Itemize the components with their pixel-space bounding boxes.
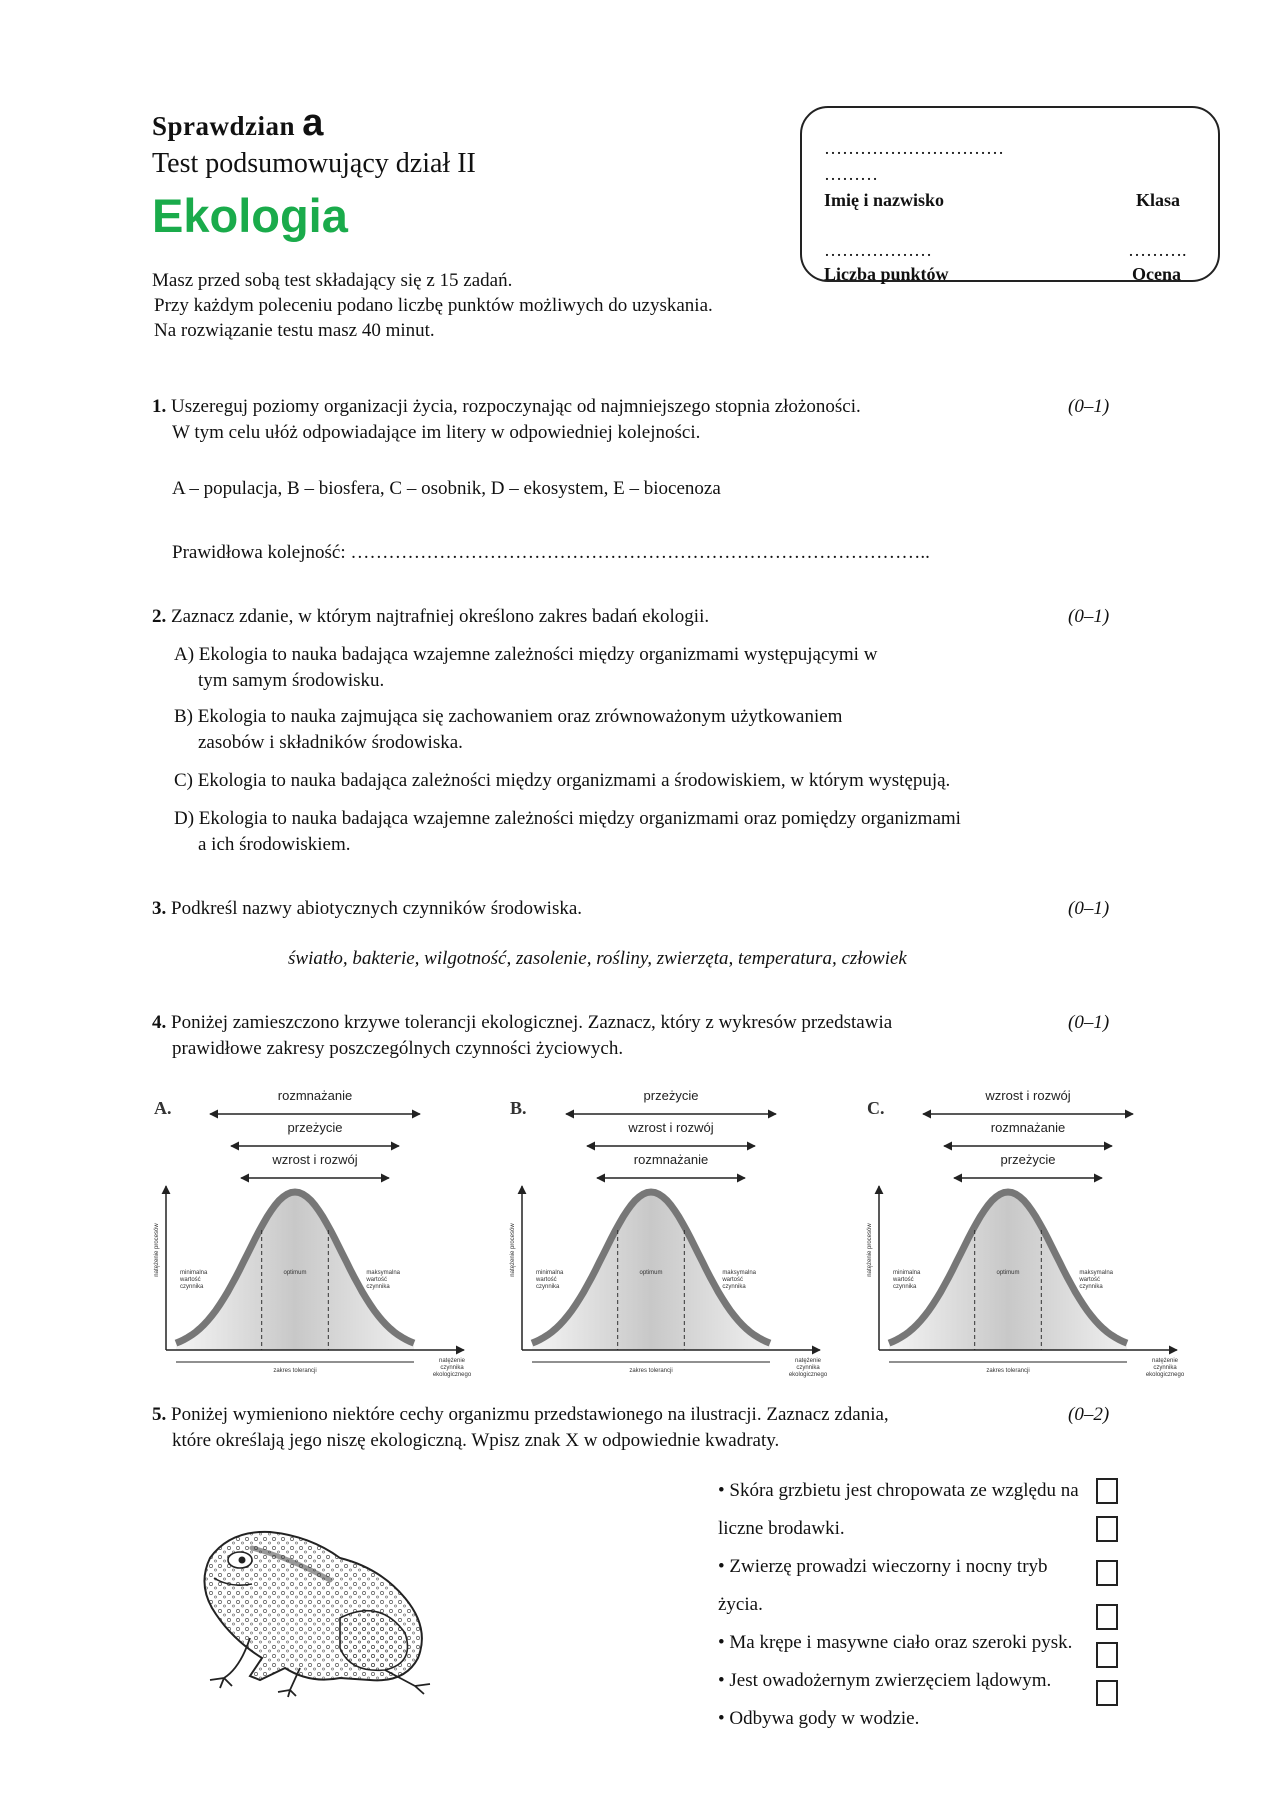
max-label: czynnika — [366, 1284, 390, 1290]
task-1-line-2: W tym celu ułóż odpowiadające im litery w odpowiedniej kolejności. — [172, 422, 701, 443]
trait-1: • Skóra grzbietu jest chropowata ze względu na — [718, 1480, 1079, 1501]
range-label-0: rozmnażanie — [277, 1088, 353, 1103]
test-subtitle: Test podsumowujący dział II — [152, 148, 476, 179]
min-label: czynnika — [180, 1284, 204, 1290]
test-title: Sprawdzian a — [152, 102, 324, 144]
y-axis-label: natężenie procesów — [154, 1223, 160, 1277]
range-label-2: rozmnażanie — [633, 1152, 709, 1167]
min-label: wartość — [180, 1277, 201, 1283]
tolerance-charts — [140, 1080, 1200, 1400]
tolerance-range-label: zakres tolerancji — [986, 1368, 1030, 1374]
class-label: Klasa — [1136, 190, 1181, 210]
task-5-points: (0–2) — [1068, 1404, 1110, 1425]
range-label-1: wzrost i rozwój — [628, 1120, 714, 1135]
task-2-question: 2. Zaznacz zdanie, w którym najtrafniej określono zakres badań ekologii. — [152, 606, 710, 627]
chart-b[interactable] — [510, 1088, 828, 1378]
checkbox-4[interactable] — [1096, 1604, 1118, 1630]
range-label-0: przeżycie — [643, 1088, 699, 1103]
name-label: Imię i nazwisko — [824, 190, 945, 210]
task-1-options: A – populacja, B – biosfera, C – osobnik, D – ekosystem, E – biocenoza — [172, 478, 721, 499]
task-5-line-1: 5. Poniżej wymieniono niektóre cechy organizmu przedstawionego na ilustracji. Zaznacz zdania, — [152, 1404, 889, 1425]
min-label: minimalna — [180, 1270, 208, 1276]
checkbox-3[interactable] — [1096, 1560, 1118, 1586]
checkbox-1[interactable] — [1096, 1478, 1118, 1504]
checkbox-5[interactable] — [1096, 1642, 1118, 1668]
chart-a[interactable] — [154, 1088, 472, 1378]
checkbox-6[interactable] — [1096, 1680, 1118, 1706]
task-5-line-2: które określają jego niszę ekologiczną. Wpisz znak X w odpowiednie kwadraty. — [172, 1430, 780, 1451]
max-label: wartość — [722, 1277, 743, 1283]
topic-title: Ekologia — [152, 189, 348, 242]
optimum-label: optimum — [283, 1270, 307, 1276]
max-label: wartość — [1079, 1277, 1100, 1283]
trait-4: • Jest owadożernym zwierzęciem lądowym. — [718, 1670, 1052, 1691]
task-2-option-d-cont: a ich środowiskiem. — [198, 834, 351, 855]
x-axis-label: natężenie — [1151, 1358, 1179, 1364]
student-info-box — [800, 106, 1220, 282]
name-dots[interactable]: ………………………… — [824, 138, 1004, 158]
min-label: czynnika — [536, 1284, 560, 1290]
max-label: maksymalna — [366, 1270, 401, 1276]
range-label-1: rozmnażanie — [990, 1120, 1066, 1135]
task-3-word-list[interactable]: światło, bakterie, wilgotność, zasolenie, rośliny, zwierzęta, temperatura, człowiek — [288, 948, 907, 969]
points-dots[interactable]: ……………… — [824, 240, 932, 260]
range-label-1: przeżycie — [287, 1120, 343, 1135]
chart-letter: C. — [867, 1098, 885, 1118]
grade-label: Ocena — [1132, 264, 1181, 284]
chart-letter: A. — [154, 1098, 172, 1118]
min-label: czynnika — [893, 1284, 917, 1290]
min-label: wartość — [536, 1277, 557, 1283]
optimum-label: optimum — [996, 1270, 1020, 1276]
task-1-answer[interactable]: Prawidłowa kolejność: ……………………………………………………………………………….. — [172, 542, 930, 563]
trait-2: • Zwierzę prowadzi wieczorny i nocny tryb — [718, 1556, 1048, 1577]
task-2-option-d[interactable]: D) Ekologia to nauka badająca wzajemne zależności między organizmami oraz pomiędzy organizmami — [174, 808, 961, 829]
checkbox-2[interactable] — [1096, 1516, 1118, 1542]
optimum-label: optimum — [639, 1270, 663, 1276]
max-label: maksymalna — [1079, 1270, 1114, 1276]
task-4-line-1: 4. Poniżej zamieszczono krzywe tolerancji ekologicznej. Zaznacz, który z wykresów przedstawia — [152, 1012, 893, 1033]
task-2-option-a-cont: tym samym środowisku. — [198, 670, 385, 691]
trait-3: • Ma krępe i masywne ciało oraz szeroki pysk. — [718, 1632, 1073, 1653]
x-axis-label: natężenie — [794, 1358, 822, 1364]
x-axis-label: ekologicznego — [788, 1372, 828, 1378]
max-label: wartość — [366, 1277, 387, 1283]
task-2-option-c[interactable]: C) Ekologia to nauka badająca zależności między organizmami a środowiskiem, w którym występują. — [174, 770, 951, 791]
trait-1-cont: liczne brodawki. — [718, 1518, 845, 1539]
min-label: minimalna — [893, 1270, 921, 1276]
task-1-line-1: 1. Uszereguj poziomy organizacji życia, rozpoczynając od najmniejszego stopnia złożoności. — [152, 396, 861, 417]
intro-line-3: Na rozwiązanie testu masz 40 minut. — [154, 320, 435, 341]
points-label: Liczba punktów — [824, 264, 949, 284]
x-axis-label: czynnika — [796, 1365, 820, 1371]
tolerance-range-label: zakres tolerancji — [273, 1368, 317, 1374]
task-3-points: (0–1) — [1068, 898, 1110, 919]
x-axis-label: ekologicznego — [432, 1372, 472, 1378]
max-label: maksymalna — [722, 1270, 757, 1276]
task-3-question: 3. Podkreśl nazwy abiotycznych czynników środowiska. — [152, 898, 583, 919]
min-label: wartość — [893, 1277, 914, 1283]
min-label: minimalna — [536, 1270, 564, 1276]
chart-letter: B. — [510, 1098, 527, 1118]
name-dots-cont[interactable]: ……… — [824, 164, 878, 184]
toad-illustration — [190, 1518, 450, 1698]
range-label-2: przeżycie — [1000, 1152, 1056, 1167]
x-axis-label: natężenie — [438, 1358, 466, 1364]
task-2-points: (0–1) — [1068, 606, 1110, 627]
x-axis-label: czynnika — [1153, 1365, 1177, 1371]
chart-c[interactable] — [867, 1088, 1185, 1378]
task-4-points: (0–1) — [1068, 1012, 1110, 1033]
max-label: czynnika — [722, 1284, 746, 1290]
grade-dots[interactable]: ………. — [1128, 240, 1187, 260]
task-4-line-2: prawidłowe zakresy poszczególnych czynności życiowych. — [172, 1038, 624, 1059]
x-axis-label: ekologicznego — [1145, 1372, 1185, 1378]
task-2-option-b-cont: zasobów i składników środowiska. — [198, 732, 463, 753]
task-1-points: (0–1) — [1068, 396, 1110, 417]
max-label: czynnika — [1079, 1284, 1103, 1290]
range-label-0: wzrost i rozwój — [985, 1088, 1071, 1103]
trait-2-cont: życia. — [718, 1594, 763, 1615]
intro-line-2: Przy każdym poleceniu podano liczbę punktów możliwych do uzyskania. — [154, 295, 713, 316]
range-label-2: wzrost i rozwój — [272, 1152, 358, 1167]
tolerance-range-label: zakres tolerancji — [629, 1368, 673, 1374]
task-2-option-b[interactable]: B) Ekologia to nauka zajmująca się zachowaniem oraz zrównoważonym użytkowaniem — [174, 706, 843, 727]
trait-5: • Odbywa gody w wodzie. — [718, 1708, 920, 1729]
y-axis-label: natężenie procesów — [510, 1223, 516, 1277]
intro-line-1: Masz przed sobą test składający się z 15 zadań. — [152, 270, 513, 291]
task-2-option-a[interactable]: A) Ekologia to nauka badająca wzajemne zależności między organizmami występującymi w — [174, 644, 878, 665]
y-axis-label: natężenie procesów — [867, 1223, 873, 1277]
x-axis-label: czynnika — [440, 1365, 464, 1371]
